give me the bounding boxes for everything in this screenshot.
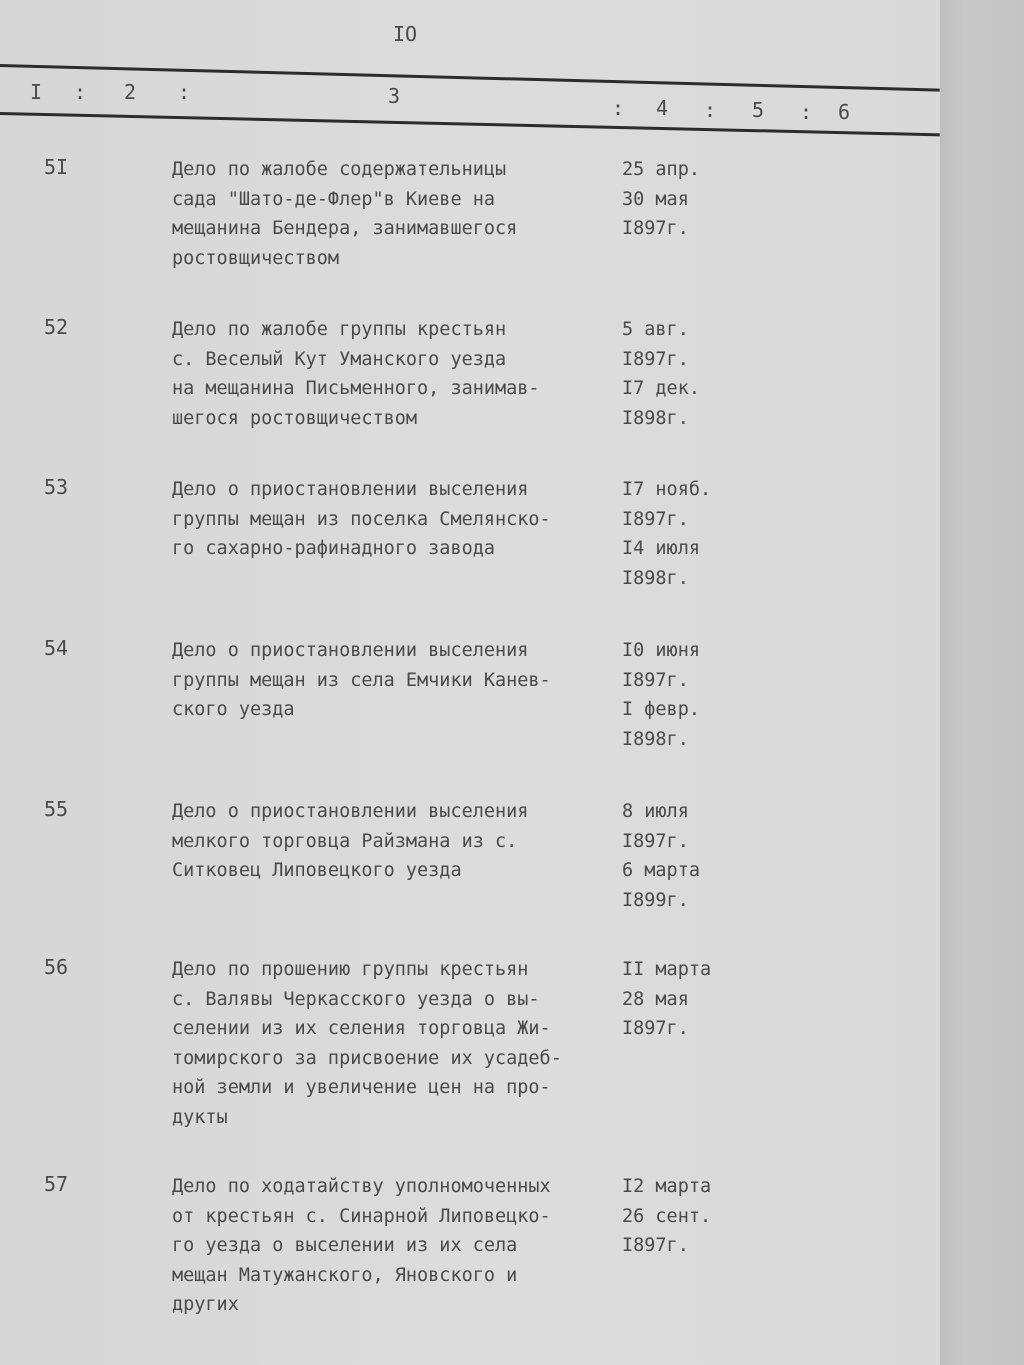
description-line: Дело о приостановлении выселения (172, 801, 529, 822)
date-line: 25 апр. (622, 159, 700, 180)
date-line: 26 сент. (622, 1205, 712, 1227)
description-line: мещан Матужанского, Яновского и (172, 1264, 518, 1286)
date-line: I897г. (622, 348, 689, 370)
entry-number: 55 (44, 797, 69, 821)
date-line: 5 авг. (622, 319, 689, 340)
description-line: Дело по жалобе группы крестьян (172, 319, 507, 340)
entry-dates (622, 636, 700, 754)
date-line: I898г. (622, 567, 689, 589)
date-line: I4 июля (622, 538, 700, 559)
page-number: IO (393, 22, 418, 46)
entry-dates (622, 475, 711, 593)
entry-description (172, 155, 517, 273)
entry-description (172, 797, 528, 886)
description-line: томирского за присвоение их усадеб- (172, 1047, 562, 1069)
entry-number: 5I (44, 155, 69, 179)
entry-description (172, 955, 562, 1132)
column-separator: : (800, 100, 813, 124)
column-header: 2 (124, 80, 137, 104)
entry-description (172, 475, 551, 564)
description-line: шегося ростовщичеством (172, 407, 418, 429)
date-line: I897г. (622, 218, 689, 239)
column-header: 4 (656, 96, 669, 120)
next-page-edge (940, 0, 1024, 1365)
description-line: Ситковец Липовецкого уезда (172, 860, 462, 881)
date-line: 8 июля (622, 801, 689, 822)
description-line: ной земли и увеличение цен на про- (172, 1077, 551, 1098)
date-line: I0 июня (622, 640, 700, 661)
entry-description (172, 636, 551, 725)
description-line: Дело о приостановлении выселения (172, 640, 529, 661)
description-line: мещанина Бендера, занимавшегося (172, 218, 518, 239)
description-line: сада "Шато-де-Флер"в Киеве на (172, 188, 496, 210)
date-line: 30 мая (622, 188, 689, 210)
description-line: ского уезда (172, 699, 295, 720)
date-line: I897г. (622, 669, 689, 691)
entry-dates (622, 315, 700, 433)
description-line: на мещанина Письменного, занимав- (172, 378, 540, 399)
description-line: Дело по прошению группы крестьян (172, 959, 529, 980)
date-line: I февр. (622, 699, 700, 720)
description-line: дукты (172, 1106, 228, 1128)
entry-number: 56 (44, 955, 69, 979)
date-line: I897г. (622, 1018, 689, 1039)
entry-number: 52 (44, 315, 69, 339)
date-line: I897г. (622, 508, 689, 530)
description-line: с. Валявы Черкасского уезда о вы- (172, 988, 540, 1010)
entry-description (172, 315, 540, 433)
entry-description (172, 1172, 551, 1320)
column-header: 6 (838, 100, 851, 124)
date-line: I898г. (622, 407, 689, 429)
date-line: I899г. (622, 889, 689, 911)
date-line: I897г. (622, 830, 689, 852)
description-line: группы мещан из села Емчики Канев- (172, 669, 551, 691)
description-line: от крестьян с. Синарной Липовецко- (172, 1205, 551, 1227)
column-header: 5 (752, 98, 765, 122)
column-separator: : (704, 98, 717, 122)
description-line: го уезда о выселении из их села (172, 1235, 518, 1256)
description-line: ростовщичеством (172, 247, 340, 269)
entry-dates (622, 1172, 711, 1261)
entry-number: 57 (44, 1172, 69, 1196)
date-line: II марта (622, 959, 712, 980)
date-line: 28 мая (622, 988, 689, 1010)
description-line: селении из их селения торговца Жи- (172, 1018, 551, 1039)
entry-dates (622, 155, 700, 244)
date-line: I2 марта (622, 1176, 712, 1197)
date-line: I7 нояб. (622, 479, 712, 500)
description-line: мелкого торговца Райзмана из с. (172, 830, 518, 852)
column-header: I (30, 80, 43, 104)
description-line: го сахарно-рафинадного завода (172, 538, 496, 559)
description-line: группы мещан из поселка Смелянско- (172, 508, 551, 530)
description-line: Дело по жалобе содержательницы (172, 159, 507, 180)
column-header: 3 (388, 84, 401, 108)
column-separator: : (612, 96, 625, 120)
entry-number: 53 (44, 475, 69, 499)
date-line: I898г. (622, 728, 689, 750)
entry-number: 54 (44, 636, 69, 660)
description-line: Дело по ходатайству уполномоченных (172, 1176, 551, 1197)
column-separator: : (74, 80, 87, 104)
date-line: I7 дек. (622, 378, 700, 399)
description-line: Дело о приостановлении выселения (172, 479, 529, 500)
entry-dates (622, 797, 700, 915)
description-line: с. Веселый Кут Уманского уезда (172, 348, 507, 370)
entry-dates (622, 955, 711, 1044)
date-line: I897г. (622, 1235, 689, 1256)
description-line: других (172, 1294, 239, 1315)
date-line: 6 марта (622, 860, 700, 881)
column-separator: : (178, 80, 191, 104)
